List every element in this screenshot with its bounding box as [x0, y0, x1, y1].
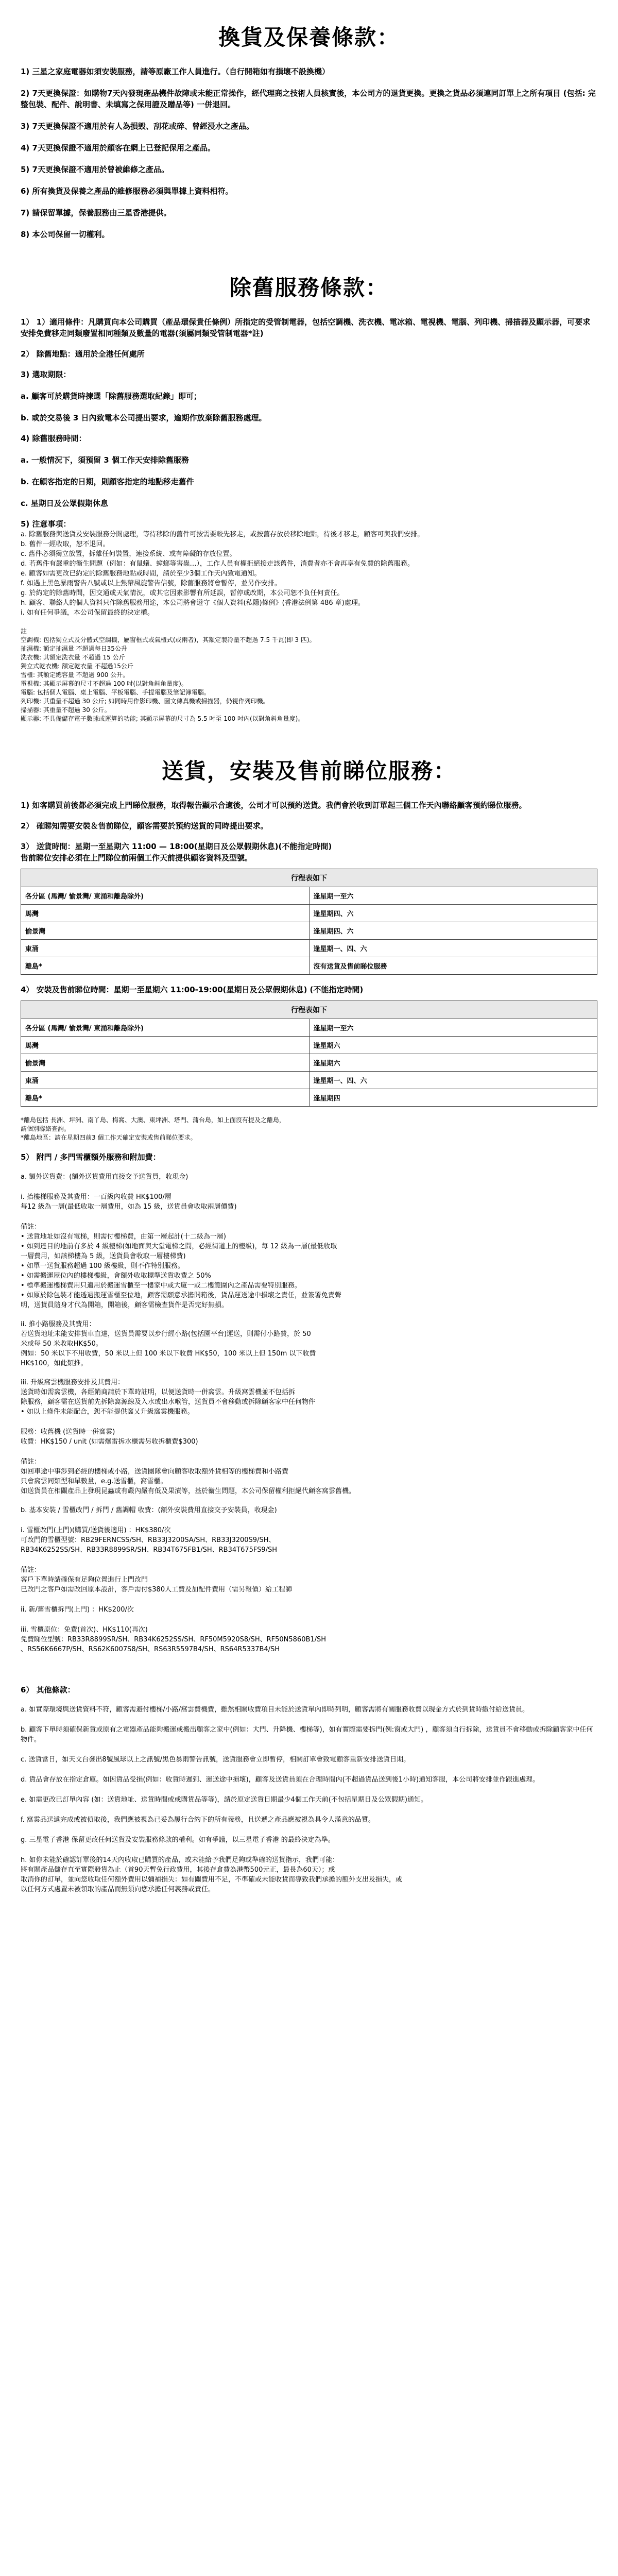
recycling-time-head: 4) 除舊服務時間： [21, 434, 87, 443]
warranty-item: 5) 7天更換保證不適用於曾被維修之產品。 [21, 165, 169, 174]
table-header: 行程表如下 [21, 869, 597, 887]
exchange-warranty-title: 換貨及保養條款： [218, 25, 400, 50]
remark-line: • 送貨地址如沒有電梯，則需付樓梯費，由第一層起計(十二級為一層) [21, 1233, 226, 1241]
note-line: 雪櫃: 其額定總容量 不超過 900 公升。 [21, 671, 129, 679]
table-cell: 沒有送貨及售前睇位服務 [309, 957, 597, 975]
other-term: f. 窩雲品送遞完成或被偵取後，我們應被視為已妥為履行合約下的所有義務，且送遞之產品應被視為具令人滿意的品質。 [21, 1816, 375, 1824]
remark-line: 已改門之客戶如需改回原本設計，客戶需付$380人工費及加配件費用（需另報價）給工程師 [21, 1586, 293, 1594]
door-change-line: i. 雪櫃改門(上門)(購買/送貨後適用) ：HK$380/次 [21, 1527, 171, 1534]
recycle-fee-line: • 如以上條件未能配合，恕不能提供窩乂升級窩雲機服務。 [21, 1408, 194, 1416]
warranty-item: 3) 7天更換保證不適用於有人為損毁、刮花或碎、曾經浸水之產品。 [21, 122, 254, 131]
other-term: c. 送貨當日，如天文台發出8號風球以上之訊號/黑色暴雨警告訊號，送貨服務會立即暫停，相關訂單會致電顧客重新安排送貨日期。 [21, 1756, 410, 1764]
remark-line: • 如到達目的地前有多於 4 級樓梯(如地面與大堂電梯之間，必經街道上的樓級)，每 12 級為一層(最低收取 [21, 1243, 337, 1250]
path-fee-line: 若送貨地址未能安排貨車直達，送貨員需要以步行經小路(包括園平台)運送，則需付小路費，於 50 [21, 1330, 311, 1338]
recycle-fee-line: 除服務，顧客需在送貨前先拆除窩源線及入水或出水喉管，送貨員不會移動或拆除顧客家中任何物件 [21, 1398, 316, 1406]
warranty-item: 6) 所有換貨及保養之產品的維修服務必須與單據上資料相符。 [21, 187, 233, 196]
note-line: 電視機: 其顯示屏幕的尺寸不超過 100 吋(以對角斜角量度)。 [21, 680, 187, 687]
remark-line: 如送貨員在相關產品上發現昆蟲或有嚴內嚴有低及果漬等，基於衞生問題，本公司保留權利拒絕代顧客窩雲舊機。 [21, 1487, 356, 1495]
remark-line: 如回車途中事涉到必經的樓梯或小路，送貨團隊會向顧客收取額外貨相等的樓梯費和小路費 [21, 1468, 289, 1476]
other-term: a. 如實際環境與送貨資料不符，顧客需避付樓梯/小路/窩雲費機費，雖然相關收費項目未能於送貨單內即時列明，顧客需將有關服務收費以現金方式於到貨時繳付給送貨員。 [21, 1706, 529, 1714]
note-line: 抽濕機: 額定抽濕量 不超過每日35公升 [21, 645, 127, 652]
recycling-location: 2） 除舊地點：適用於全港任何處所 [21, 349, 145, 359]
other-term: 取消你的訂單，並向您收取任何額外費用以彌補損失：如有關費用不足，不準確或未能收貨而導致我們承擔的額外支出及損失，或 [21, 1876, 403, 1884]
notice-line: b. 舊件一經收取，恕不退回。 [21, 540, 110, 548]
remark-line: 客戶下單時請確保有足夠位置進行上門改門 [21, 1576, 148, 1584]
door-removal-line: ii. 新/舊雪櫃拆門(上門) ：HK$200/次 [21, 1606, 134, 1614]
note-line: 洗衣機: 其額定洗衣量 不超過 15 公斤 [21, 654, 125, 661]
delivery-para: 2） 確睇知需要安裝＆售前睇位，顧客需要於預約送貨的同時提出要求。 [21, 821, 268, 831]
remark-head: 備註： [21, 1458, 41, 1466]
table-cell: 馬灣 [21, 905, 310, 922]
recycle-fee-head: iii. 升級窩雲機服務安排及其費用： [21, 1379, 125, 1386]
table-cell: 馬灣 [21, 1037, 310, 1054]
exchange-warranty-list [21, 66, 597, 240]
table-cell: 離島* [21, 957, 310, 975]
install-schedule-table [21, 1001, 597, 1107]
warranty-item: 8) 本公司保留一切權利。 [21, 230, 110, 239]
table-row [21, 940, 597, 957]
remark-line: • 如需搬運屋位內的樓梯樓級，會額外收取標準送貨收費之 50% [21, 1272, 211, 1280]
warranty-item: 4) 7天更換保證不適用於顧客在網上已登記保用之產品。 [21, 143, 215, 152]
remark-line: • 如單一送貨服務超過 100 級樓級，則不作特別服務。 [21, 1262, 184, 1270]
warranty-item: 2) 7天更換保證：如購物7天內發現產品機件故障或未能正常操作，經代理商之技術人員核實後，本公司方的退貨更換。更換之貨品必須連同訂單上之所有項目 (包括: 完整包裝、配件、說明書、未填寫之保用證及贈品等) 一併退回。 [21, 89, 596, 109]
other-term: h. 如你未能於確認訂單後的14天內收取已購買的產品，或未能給予我們足夠或準確的送貨指示，我們可能： [21, 1856, 339, 1864]
recycle-fee-line: 服務：收舊機 (送貨時一併窩雲) [21, 1428, 115, 1436]
delivery-schedule-table [21, 869, 597, 975]
note-head: 註 [21, 628, 27, 635]
recycle-fee-line: 送貨時如需窩雲機，各經銷商請於下單時註明，以便送貨時一併窩雲。升級窩雲機並不包括拆 [21, 1388, 296, 1396]
table-cell: 逢星期一至六 [309, 1019, 597, 1037]
table-cell: 東涌 [21, 940, 310, 957]
note-line: 獨立式乾衣機: 額定乾衣量 不超過15公斤 [21, 663, 133, 670]
recycle-fee-line: 收費：HK$150 / unit (如需爆雷拆水櫃需另收拆櫃費$300) [21, 1438, 198, 1446]
note-line: 顯示器: 不具備儲存電子數據或運算的功能; 其顯示屏幕的尺寸為 5.5 吋至 100 吋內(以對角斜角量度)。 [21, 715, 304, 722]
table-row [21, 1054, 597, 1072]
notice-line: e. 顧客如需更改已約定的除舊服務地點或時間，請於至少3個工作天內致電通知。 [21, 570, 261, 578]
table-cell: 愉景灣 [21, 1054, 310, 1072]
table-cell: 各分區 (馬灣/ 愉景灣/ 東涌和離島除外) [21, 887, 310, 905]
remark-head: 備註： [21, 1566, 41, 1574]
table-row [21, 1089, 597, 1107]
table-row [21, 905, 597, 922]
table-cell: 逢星期一至六 [309, 887, 597, 905]
path-fee-line: 例如：50 米以下不用收費，50 米以上但 100 米以下收費 HK$50，100 米以上但 150m 以下收費 [21, 1350, 316, 1358]
path-fee-line: 米或每 50 米收取HK$50。 [21, 1340, 102, 1348]
recycling-time-line: b. 在顧客指定的日期，則顧客指定的地點移走舊件 [21, 477, 194, 486]
door-change-line: RB34K6252SS/SH、RB33R8899SR/SH、RB34T675FB1/SH、RB34T675FS9/SH [21, 1546, 278, 1554]
recycling-intro: 1） 1）適用條件：凡購買向本公司購買（產品環保貴任條例）所指定的受管制電器，包括空調機、洗衣機、電冰箱、電視機、電腦、列印機、掃描器及顯示器，可要求安排免費移走同類廢置相同種類及數量的電器(須屬同類受管制電器*註) [21, 317, 591, 338]
recycling-time-line: c. 星期日及公眾假期休息 [21, 499, 108, 508]
remark-line: • 如原於除包裝才能透過搬運雪櫃至位地，顧客需願意承擔開箱後，貨品運送途中損壞之責任，並簽署免責聲 [21, 1292, 341, 1299]
notice-head: 5) 注意事項： [21, 519, 71, 529]
table-header: 行程表如下 [21, 1001, 597, 1019]
delivery-time: 3） 送貨時間：星期一至星期六 11:00 — 18:00(星期日及公眾假期休息)(不能指定時間) [21, 842, 332, 851]
extra-fee-head: a. 額外送貨費：(額外送貨費用直接交予送貨員，收現金) [21, 1173, 188, 1181]
door-change-line: 可改門的雪櫃型號：RB29FERNCSS/SH、RB33J3200SA/SH、RB33J3200S9/SH、 [21, 1536, 276, 1544]
other-term: g. 三星電子香港 保留更改任何送貨及安裝服務條款的權利。如有爭議，以三星電子香港 的最終決定為準。 [21, 1836, 335, 1844]
island-note: *離島包括 長洲、坪洲、南丫島、梅窩、大澳、東坪洲、塔門、蒲台島，如上面沒有提及之離島， [21, 1116, 285, 1124]
table-cell: 逢星期四、六 [309, 905, 597, 922]
recycling-title: 除舊服務條款： [229, 275, 388, 300]
table-row [21, 1037, 597, 1054]
terms-page [21, 0, 597, 1894]
warranty-item: 7) 請保留單據，保養服務由三星香港提供。 [21, 208, 171, 217]
warranty-item: 1) 三星之家庭電器如須安裝服務，請等原廠工作人員進行。（自行開箱如有損壞不設換機） [21, 67, 330, 76]
table-cell: 逢星期四、六 [309, 922, 597, 940]
other-term: 以任何方式處置未被領取的產品而無須向您承擔任何義務或責任。 [21, 1886, 215, 1893]
note-line: 空調機: 包括獨立式及分體式空調機，屬窗框式或氣櫃式(或兩者)，其額定製冷量不超過 7.5 千瓦(即 3 匹)。 [21, 636, 316, 643]
path-fee-head: ii. 推小路服務及其費用： [21, 1320, 96, 1328]
note-line: 電腦: 包括個人電腦、桌上電腦、平板電腦、手提電腦及筆記簿電腦。 [21, 689, 210, 696]
table-cell: 逢星期四 [309, 1089, 597, 1107]
remark-line: 明，送貨員隨身才代為開箱，開箱後，顧客需檢查貨件是否完好無損。 [21, 1301, 229, 1309]
fridge-position-line: 、RS56K6667P/SH、RS62K6007S8/SH、RS63R5597B4/SH、RS64R5337B4/SH [21, 1646, 280, 1653]
notice-line: i. 如有任何爭議，本公司保留最終的決定權。 [21, 609, 154, 617]
path-fee-line: HK$100，如此類推。 [21, 1360, 88, 1367]
table-cell: 逢星期六 [309, 1037, 597, 1054]
notice-line: d. 若舊件有嚴重的衞生問題（例如：有鼠蟻、蟑螂等害蟲…），工作人員有權拒絕接走該舊件，消費者亦不會再享有免費的除舊服務。 [21, 560, 415, 568]
note-line: 列印機: 其重量不超過 30 公斤; 如同時用作影印機、圖文傳真機或掃描器，仍視作列印機。 [21, 698, 269, 705]
table-row [21, 1072, 597, 1089]
remark-line: • 標準搬運樓梯費用只適用於搬運雪櫃至一樓家中或大廈一或二樓範圍內之產品需要特別服務。 [21, 1282, 301, 1290]
selection-period-head: 3) 選取期限： [21, 370, 71, 379]
table-cell: 逢星期六 [309, 1054, 597, 1072]
remark-line: 只會窩雲同類型和單數量，e.g.送雪櫃，窩雪櫃。 [21, 1478, 167, 1485]
stair-line: 每12 級為一層(最低收取一層費用，如為 15 級，送貨員會收取兩層價費) [21, 1203, 237, 1211]
extra-service-head: 5） 附門 / 多門雪櫃額外服務和附加費： [21, 1153, 161, 1162]
other-term: d. 貨品會存放在指定倉庫。如因貨品受損(例如：收貨時遲到、運送途中損壞)，顧客及送貨員須在合理時間內(不超過貨品送到後1小時)通知客服，本公司將安排並作跟進處理。 [21, 1776, 540, 1784]
remark-line: 一層費用，如該梯樓為 5 級，送貨員會收取一層樓梯費) [21, 1252, 186, 1260]
table-row [21, 922, 597, 940]
note-line: 掃描器: 其重量不超過 30 公斤。 [21, 706, 111, 714]
table-row [21, 957, 597, 975]
install-time: 4） 安裝及售前睇位時間：星期一至星期六 11:00-19:00(星期日及公眾假期休息) (不能指定時間) [21, 985, 364, 994]
other-term: 將有關產品儲存直至實際發貨為止（首90天暫免行政費用，其後存倉費為港幣500元正，最長為60天）；或 [21, 1866, 335, 1874]
other-terms-head: 6） 其他條款： [21, 1685, 75, 1694]
delivery-para: 1) 如客購買前後都必須完成上門睇位服務，取得報告顯示合適後，公司才可以預約送貨。我們會於收到訂單起三個工作天內聯絡顧客預約睇位服務。 [21, 801, 527, 810]
table-cell: 愉景灣 [21, 922, 310, 940]
fridge-position-line: iii. 雪櫃原位：免費(首次)、HK$110(再次) [21, 1626, 148, 1634]
table-cell: 逢星期一、四、六 [309, 1072, 597, 1089]
table-cell: 各分區 (馬灣/ 愉景灣/ 東涌和離島除外) [21, 1019, 310, 1037]
selection-period-line: a. 顧客可於購貨時揀選「除舊服務選取紀錄」即可； [21, 392, 202, 401]
stair-line: i. 抬樓梯服務及其費用：一百級內收費 HK$100/層 [21, 1193, 171, 1201]
island-note: 請個別聯絡查詢。 [21, 1125, 71, 1132]
table-cell: 離島* [21, 1089, 310, 1107]
island-note: *離島地區：請在星期四前3 個工作天確定安裝或售前睇位要求。 [21, 1134, 197, 1141]
notice-line: f. 如遇上黑色暴雨警告八號或以上熱帶風旋警告信號，除舊服務將會暫停，並另作安排。 [21, 580, 281, 587]
delivery-time-note: 售前睇位安排必須在上門睇位前兩個工作天前提供顧客資料及型號。 [21, 853, 253, 862]
remark-head: 備註： [21, 1223, 41, 1231]
fridge-position-line: 免費睇位型號：RB33R8899SR/SH、RB34K6252SS/SH、RF50M5920S8/SH、RF50N5860B1/SH [21, 1636, 327, 1643]
notice-line: h. 顧客、聯絡人的個人資料只作除舊服務用途，本公司將會遵守《個人資料(私隱)條例》(香港法例第 486 章)處理。 [21, 599, 365, 607]
table-cell: 逢星期一、四、六 [309, 940, 597, 957]
other-term: e. 如需更改已訂單內容 (如：送貨地址、送貨時間或或購貨品等等)，請於原定送貨日期最少4個工作天前(不包括星期日及公眾假期)通知。 [21, 1796, 427, 1804]
other-term: b. 顧客下單時須確保新貨或原有之電器產品能夠搬運或搬出顧客之家中(例如：大門、升降機、樓梯等)，如有實際需要拆門(例:窗或大門) ，顧客須自行拆除，送貨員不會移動或拆除顧客家中任何物件。 [21, 1726, 593, 1743]
table-cell: 東涌 [21, 1072, 310, 1089]
notice-line: g. 於約定的除舊時間，因交通或天氣情況，或其它因素影響有所延誤，暫停或改期，本公司恕不負任何責任。 [21, 589, 344, 597]
notice-line: a. 除舊服務與送貨及安裝服務分開處理，等待移除的舊件可按需要較先移走，或按舊存放於移除地點，待後才移走，顧客可與我們安排。 [21, 531, 424, 538]
notice-line: c. 舊件必須獨立放置，拆離任何裝置，連接系統、或有障礙的存放位置。 [21, 550, 236, 558]
install-fee-head: b. 基本安裝 / 雪櫃改門 / 拆門 / 舊調帽 收費：(額外安裝費用直接交予安裝員，收現金) [21, 1506, 277, 1514]
delivery-title: 送貨，安裝及售前睇位服務： [161, 758, 456, 784]
selection-period-line: b. 或於交易後 3 日內致電本公司提出要求，逾期作放棄除舊服務處理。 [21, 413, 267, 422]
recycling-time-line: a. 一般情況下，須預留 3 個工作天安排除舊服務 [21, 455, 189, 465]
